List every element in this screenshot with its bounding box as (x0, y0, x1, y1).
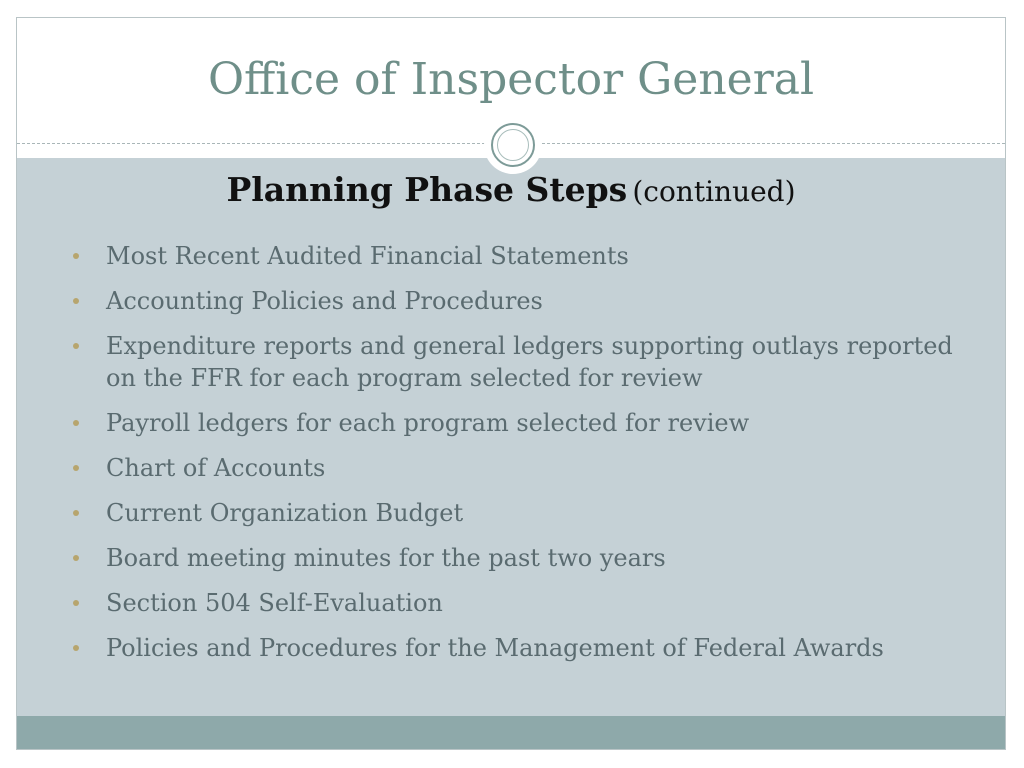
bullet-dot-icon (73, 343, 79, 349)
bullet-item (72, 632, 972, 664)
bullet-text: Policies and Procedures for the Management of Federal Awards (106, 634, 884, 662)
bullet-text: Chart of Accounts (106, 454, 326, 482)
bullet-dot-icon (73, 510, 79, 516)
bullet-text: Most Recent Audited Financial Statements (106, 242, 629, 270)
bullet-item (72, 542, 972, 574)
footer-band (17, 716, 1005, 750)
slide-title: Office of Inspector General (207, 54, 815, 105)
bullet-text: Payroll ledgers for each program selected for review (106, 409, 750, 437)
subtitle-main: Planning Phase Steps (226, 170, 628, 209)
bullet-dot-icon (73, 600, 79, 606)
slide (16, 17, 1006, 750)
bullet-text: Board meeting minutes for the past two years (106, 544, 666, 572)
bullet-dot-icon (73, 298, 79, 304)
circle-ornament-icon (484, 116, 542, 174)
bullet-item (72, 407, 972, 439)
bullet-item (72, 452, 972, 484)
bullet-dot-icon (73, 253, 79, 259)
bullet-list (72, 240, 972, 677)
bullet-item (72, 330, 972, 394)
bullet-text: Expenditure reports and general ledgers supporting outlays reported on the FFR for each program selected for review (106, 332, 953, 392)
bullet-text: Current Organization Budget (106, 499, 464, 527)
bullet-item (72, 240, 972, 272)
bullet-dot-icon (73, 645, 79, 651)
bullet-dot-icon (73, 555, 79, 561)
bullet-dot-icon (73, 465, 79, 471)
bullet-text: Section 504 Self-Evaluation (106, 589, 443, 617)
ornament-inner-ring (497, 129, 529, 161)
bullet-text: Accounting Policies and Procedures (106, 287, 543, 315)
bullet-item (72, 285, 972, 317)
bullet-dot-icon (73, 420, 79, 426)
slide-subtitle (17, 170, 1005, 209)
bullet-item (72, 587, 972, 619)
subtitle-continued: (continued) (632, 175, 796, 208)
ornament-ring (491, 123, 535, 167)
bullet-item (72, 497, 972, 529)
